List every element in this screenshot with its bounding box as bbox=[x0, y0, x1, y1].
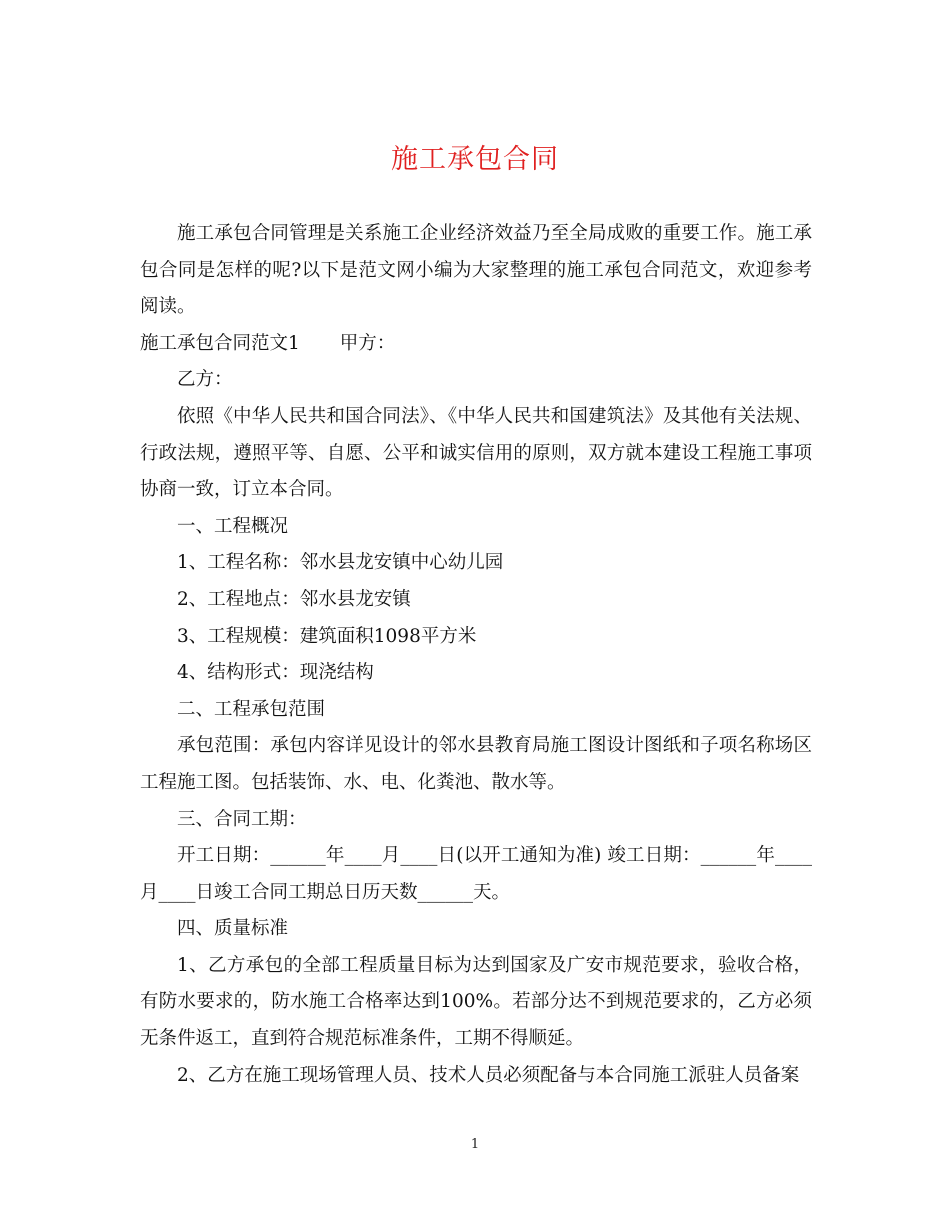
section-heading-1: 一、工程概况 bbox=[177, 515, 289, 537]
project-name: 1、工程名称：邻水县龙安镇中心幼儿园 bbox=[177, 552, 504, 574]
section-heading-3: 三、合同工期： bbox=[177, 808, 307, 830]
intro-paragraph: 施工承包合同管理是关系施工企业经济效益乃至全局成败的重要工作。施工承包合同是怎样的呢?以下是范文网小编为大家整理的施工承包合同范文，欢迎参考阅读。 bbox=[140, 223, 812, 318]
project-location: 2、工程地点：邻水县龙安镇 bbox=[177, 588, 411, 610]
document-title: 施工承包合同 bbox=[391, 144, 559, 175]
party-b-label: 乙方： bbox=[177, 369, 233, 391]
section-heading-4: 四、质量标准 bbox=[177, 918, 289, 940]
structure-type: 4、结构形式：现浇结构 bbox=[177, 662, 374, 684]
schedule-paragraph: 开工日期：______年____月____日(以开工通知为准) 竣工日期：______年____月____日竣工合同工期总日历天数______天。 bbox=[140, 845, 812, 903]
quality-clause-2: 2、乙方在施工现场管理人员、技术人员必须配备与本合同施工派驻人员备案 bbox=[177, 1064, 800, 1086]
party-a-label: 甲方： bbox=[339, 332, 396, 354]
page-number: 1 bbox=[470, 1137, 480, 1152]
sample-heading-line bbox=[140, 326, 812, 363]
scope-paragraph: 承包范围：承包内容详见设计的邻水县教育局施工图设计图纸和子项名称场区工程施工图。包括装饰、水、电、化粪池、散水等。 bbox=[140, 735, 812, 793]
quality-clause-1: 1、乙方承包的全部工程质量目标为达到国家及广安市规范要求，验收合格，有防水要求的，防水施工合格率达到100%。若部分达不到规范要求的，乙方必须无条件返工，直到符合规范标准条件，工期不得顺延。 bbox=[140, 954, 812, 1050]
document-body bbox=[140, 216, 812, 1094]
legal-basis-paragraph: 依照《中华人民共和国合同法》、《中华人民共和国建筑法》及其他有关法规、行政法规，遵照平等、自愿、公平和诚实信用的原则，双方就本建设工程施工事项协商一致，订立本合同。 bbox=[140, 405, 812, 501]
sample-heading: 施工承包合同范文1 bbox=[140, 332, 300, 354]
project-scale: 3、工程规模：建筑面积1098平方米 bbox=[177, 625, 477, 647]
section-heading-2: 二、工程承包范围 bbox=[177, 698, 326, 720]
